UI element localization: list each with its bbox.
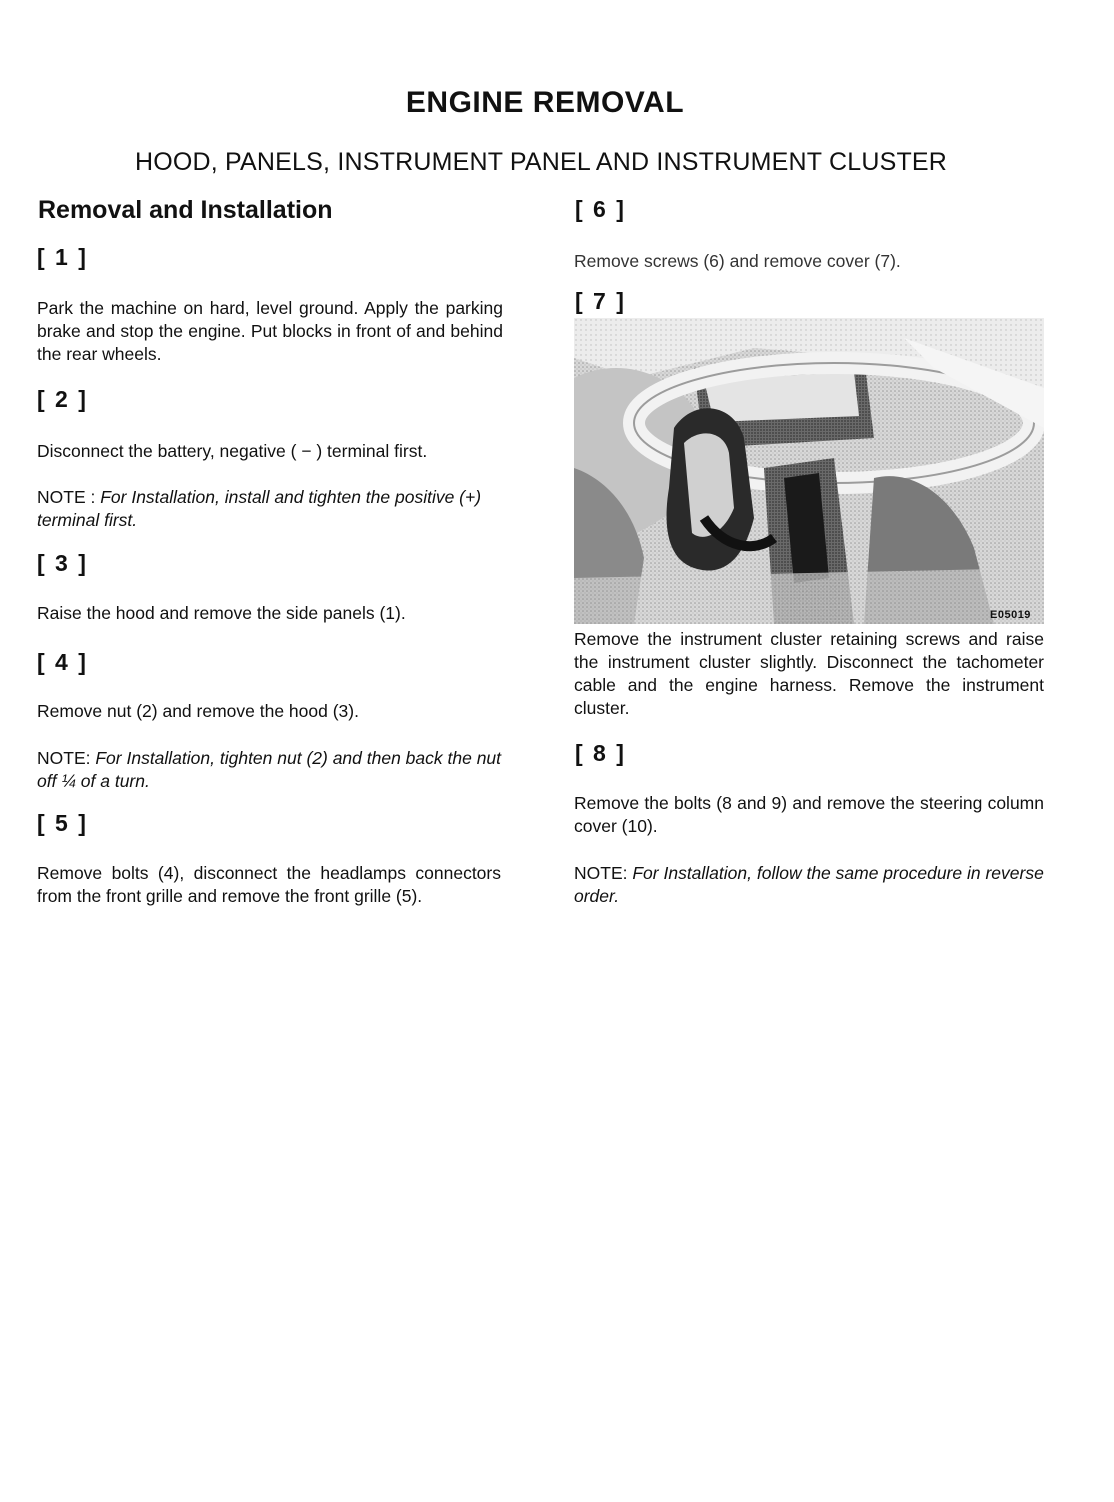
step-3-marker: [ 3 ] — [37, 550, 88, 576]
note-text: For Installation, tighten nut (2) and then back the nut off ¼ of a turn. — [37, 748, 502, 791]
step-4-text: Remove nut (2) and remove the hood (3). — [37, 701, 359, 721]
step-7-marker: [ 7 ] — [575, 288, 626, 314]
section-heading: Removal and Installation — [38, 196, 333, 224]
step-2-note — [37, 486, 503, 532]
step-4-note — [37, 747, 503, 793]
step-6-marker: [ 6 ] — [575, 196, 626, 222]
step-5-text: Remove bolts (4), disconnect the headlamps connectors from the front grille and remove the front grille (5). — [37, 863, 501, 906]
instrument-cluster-photo — [574, 318, 1044, 624]
note-label: NOTE : — [37, 487, 96, 507]
photo-code-label: E05019 — [990, 609, 1031, 621]
step-4-marker: [ 4 ] — [37, 649, 88, 675]
step-2-text: Disconnect the battery, negative ( − ) terminal first. — [37, 441, 428, 461]
page-subtitle: HOOD, PANELS, INSTRUMENT PANEL AND INSTRUMENT CLUSTER — [134, 148, 948, 176]
note-label: NOTE: — [37, 748, 91, 768]
step-8-text: Remove the bolts (8 and 9) and remove the steering column cover (10). — [574, 793, 1044, 836]
note-label: NOTE: — [574, 863, 628, 883]
step-8-note — [574, 862, 1044, 908]
step-1-marker: [ 1 ] — [37, 244, 88, 270]
step-3-text: Raise the hood and remove the side panels (1). — [37, 603, 406, 623]
step-8-marker: [ 8 ] — [575, 740, 626, 766]
step-7-text: Remove the instrument cluster retaining screws and raise the instrument cluster slightly. Disconnect the tachometer cable and the engine harness. Remove the instrument cluster. — [574, 629, 1044, 718]
note-text: For Installation, install and tighten the positive (+) terminal first. — [37, 487, 482, 530]
page-title: ENGINE REMOVAL — [405, 86, 685, 119]
step-6-text: Remove screws (6) and remove cover (7). — [574, 251, 901, 271]
note-text: For Installation, follow the same procedure in reverse order. — [574, 863, 1044, 906]
photo-illustration — [574, 318, 1044, 624]
step-2-marker: [ 2 ] — [37, 386, 88, 412]
step-1-text: Park the machine on hard, level ground. Apply the parking brake and stop the engine. Put blocks in front of and behind the rear wheels. — [37, 298, 503, 364]
step-5-marker: [ 5 ] — [37, 810, 88, 836]
